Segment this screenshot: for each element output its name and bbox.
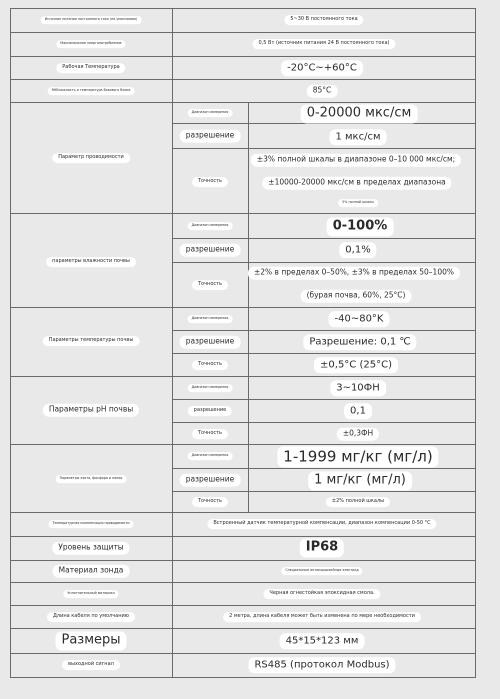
ph-resolution-label: разрешение: [188, 406, 232, 416]
soil-temp-resolution-label: разрешение: [180, 336, 241, 349]
row-divider: [10, 560, 476, 561]
npk-range-label: Диапазон измерения: [188, 452, 233, 460]
temp-compensation-value: Встроенный датчик температурной компенсации, диапазон компенсации 0-50 °C: [207, 519, 436, 529]
row-divider: [10, 32, 476, 33]
row-divider: [10, 536, 476, 537]
cable-length-label: Длина кабеля по умолчанию: [47, 612, 135, 622]
conductivity-range-label: Диапазон измерения: [188, 109, 233, 117]
sealing-material-label: Уплотнительный материал: [63, 590, 118, 598]
dimensions-value: 45*15*123 мм: [280, 633, 365, 649]
column-divider: [172, 8, 173, 678]
npk-accuracy-label: Точность: [192, 497, 228, 507]
protection-value: IP68: [300, 539, 344, 558]
operating-temp-value: -20°C~+60°C: [281, 60, 363, 76]
subrow-divider: [172, 399, 476, 400]
operating-temp-label: Рабочая Температура: [56, 63, 125, 73]
ph-accuracy-label: Точность: [192, 429, 228, 439]
subrow-divider: [172, 468, 476, 469]
row-divider: [10, 653, 476, 654]
dimensions-label: Размеры: [55, 632, 126, 651]
conductivity-resolution-label: разрешение: [180, 130, 241, 143]
soil-temp-accuracy-label: Точность: [192, 360, 228, 370]
conductivity-resolution-value: 1 мкс/см: [329, 129, 386, 145]
moisture-accuracy-line1: ±2% в пределах 0–50%, ±3% в пределах 50–100%: [248, 267, 460, 280]
row-divider: [10, 376, 476, 377]
soil-temp-label: Параметры температуры почвы: [43, 336, 140, 346]
conductivity-label: Параметр проводимости: [52, 153, 130, 163]
dc-power-value: 5~30 В постоянного тока: [284, 15, 363, 25]
power-consumption-label: Максимальное энергопотребление: [56, 40, 125, 48]
ph-resolution-value: 0,1: [344, 403, 372, 419]
row-divider: [10, 582, 476, 583]
moisture-resolution-label: разрешение: [180, 244, 241, 257]
probe-material-label: Материал зонда: [53, 565, 130, 578]
soil-temp-resolution-value: Разрешение: 0,1 ℃: [303, 334, 416, 350]
ph-range-value: 3~10ФН: [330, 380, 386, 396]
npk-resolution-value: 1 мг/кг (мг/л): [308, 472, 412, 491]
dc-power-label: Источник питания постоянного тока (по умолчанию): [41, 16, 142, 24]
conductivity-accuracy-line3: 5% полной шкалы: [338, 199, 378, 207]
row-divider: [10, 102, 476, 103]
row-divider: [10, 56, 476, 57]
npk-accuracy-value: ±2% полной шкалы: [326, 497, 390, 507]
power-consumption-value: 0,5 Вт (источник питания 24 В постоянного тока): [253, 39, 396, 49]
row-divider: [10, 512, 476, 513]
conductivity-accuracy-line2: ±10000-20000 мкс/см в пределах диапазона: [262, 177, 451, 190]
npk-label: Параметры азота, фосфора и калия: [56, 475, 127, 483]
ph-accuracy-value: ±0,3ФН: [337, 428, 379, 441]
humidity-limit-value: 85°C: [307, 85, 338, 98]
temp-compensation-label: Температурная компенсация проводимости: [48, 520, 133, 528]
ph-label: Параметры pH почвы: [43, 404, 139, 417]
moisture-range-label: Диапазон измерения: [188, 222, 233, 230]
moisture-accuracy-line2: (бурая почва, 60%, 25°C): [301, 290, 412, 303]
ph-range-label: Диапазон измерения: [188, 384, 233, 392]
conductivity-range-value: 0-20000 мкс/см: [301, 105, 418, 124]
conductivity-accuracy-label: Точность: [192, 177, 228, 187]
soil-temp-range-label: Диапазон измерения: [188, 315, 233, 323]
row-divider: [10, 628, 476, 629]
moisture-label: параметры влажности почвы: [46, 257, 136, 267]
row-divider: [10, 605, 476, 606]
probe-material-value: Специальные антикоррозийные электрод: [281, 567, 362, 575]
subrow-divider: [172, 238, 476, 239]
cable-length-value: 2 метра, длина кабеля может быть изменена по мере необходимости: [223, 612, 421, 622]
row-divider: [10, 307, 476, 308]
moisture-range-value: 0-100%: [327, 218, 394, 237]
npk-range-value: 1-1999 мг/кг (мг/л): [277, 446, 438, 467]
moisture-resolution-value: 0,1%: [339, 242, 376, 258]
conductivity-accuracy-line1: ±3% полной шкалы в диапазоне 0–10 000 мкс/см;: [251, 154, 461, 167]
row-divider: [10, 79, 476, 80]
subrow-divider: [172, 422, 476, 423]
subrow-divider: [172, 262, 476, 263]
subrow-divider: [172, 330, 476, 331]
subrow-divider: [172, 353, 476, 354]
sealing-material-value: Черная огнестойкая эпоксидная смола.: [263, 589, 380, 599]
soil-temp-accuracy-value: ±0,5°C (25°C): [314, 357, 398, 373]
output-value: RS485 (протокол Modbus): [248, 657, 395, 673]
npk-resolution-label: разрешение: [180, 474, 241, 487]
subrow-divider: [172, 491, 476, 492]
moisture-accuracy-label: Точность: [192, 280, 228, 290]
humidity-limit-label: RHВлажность и температура базового блока: [48, 87, 135, 95]
output-label: выходной сигнал: [62, 660, 120, 670]
soil-temp-range-value: -40~80°K: [329, 311, 390, 327]
subrow-divider: [172, 148, 476, 149]
row-divider: [10, 213, 476, 214]
row-divider: [10, 444, 476, 445]
protection-label: Уровень защиты: [52, 542, 129, 555]
